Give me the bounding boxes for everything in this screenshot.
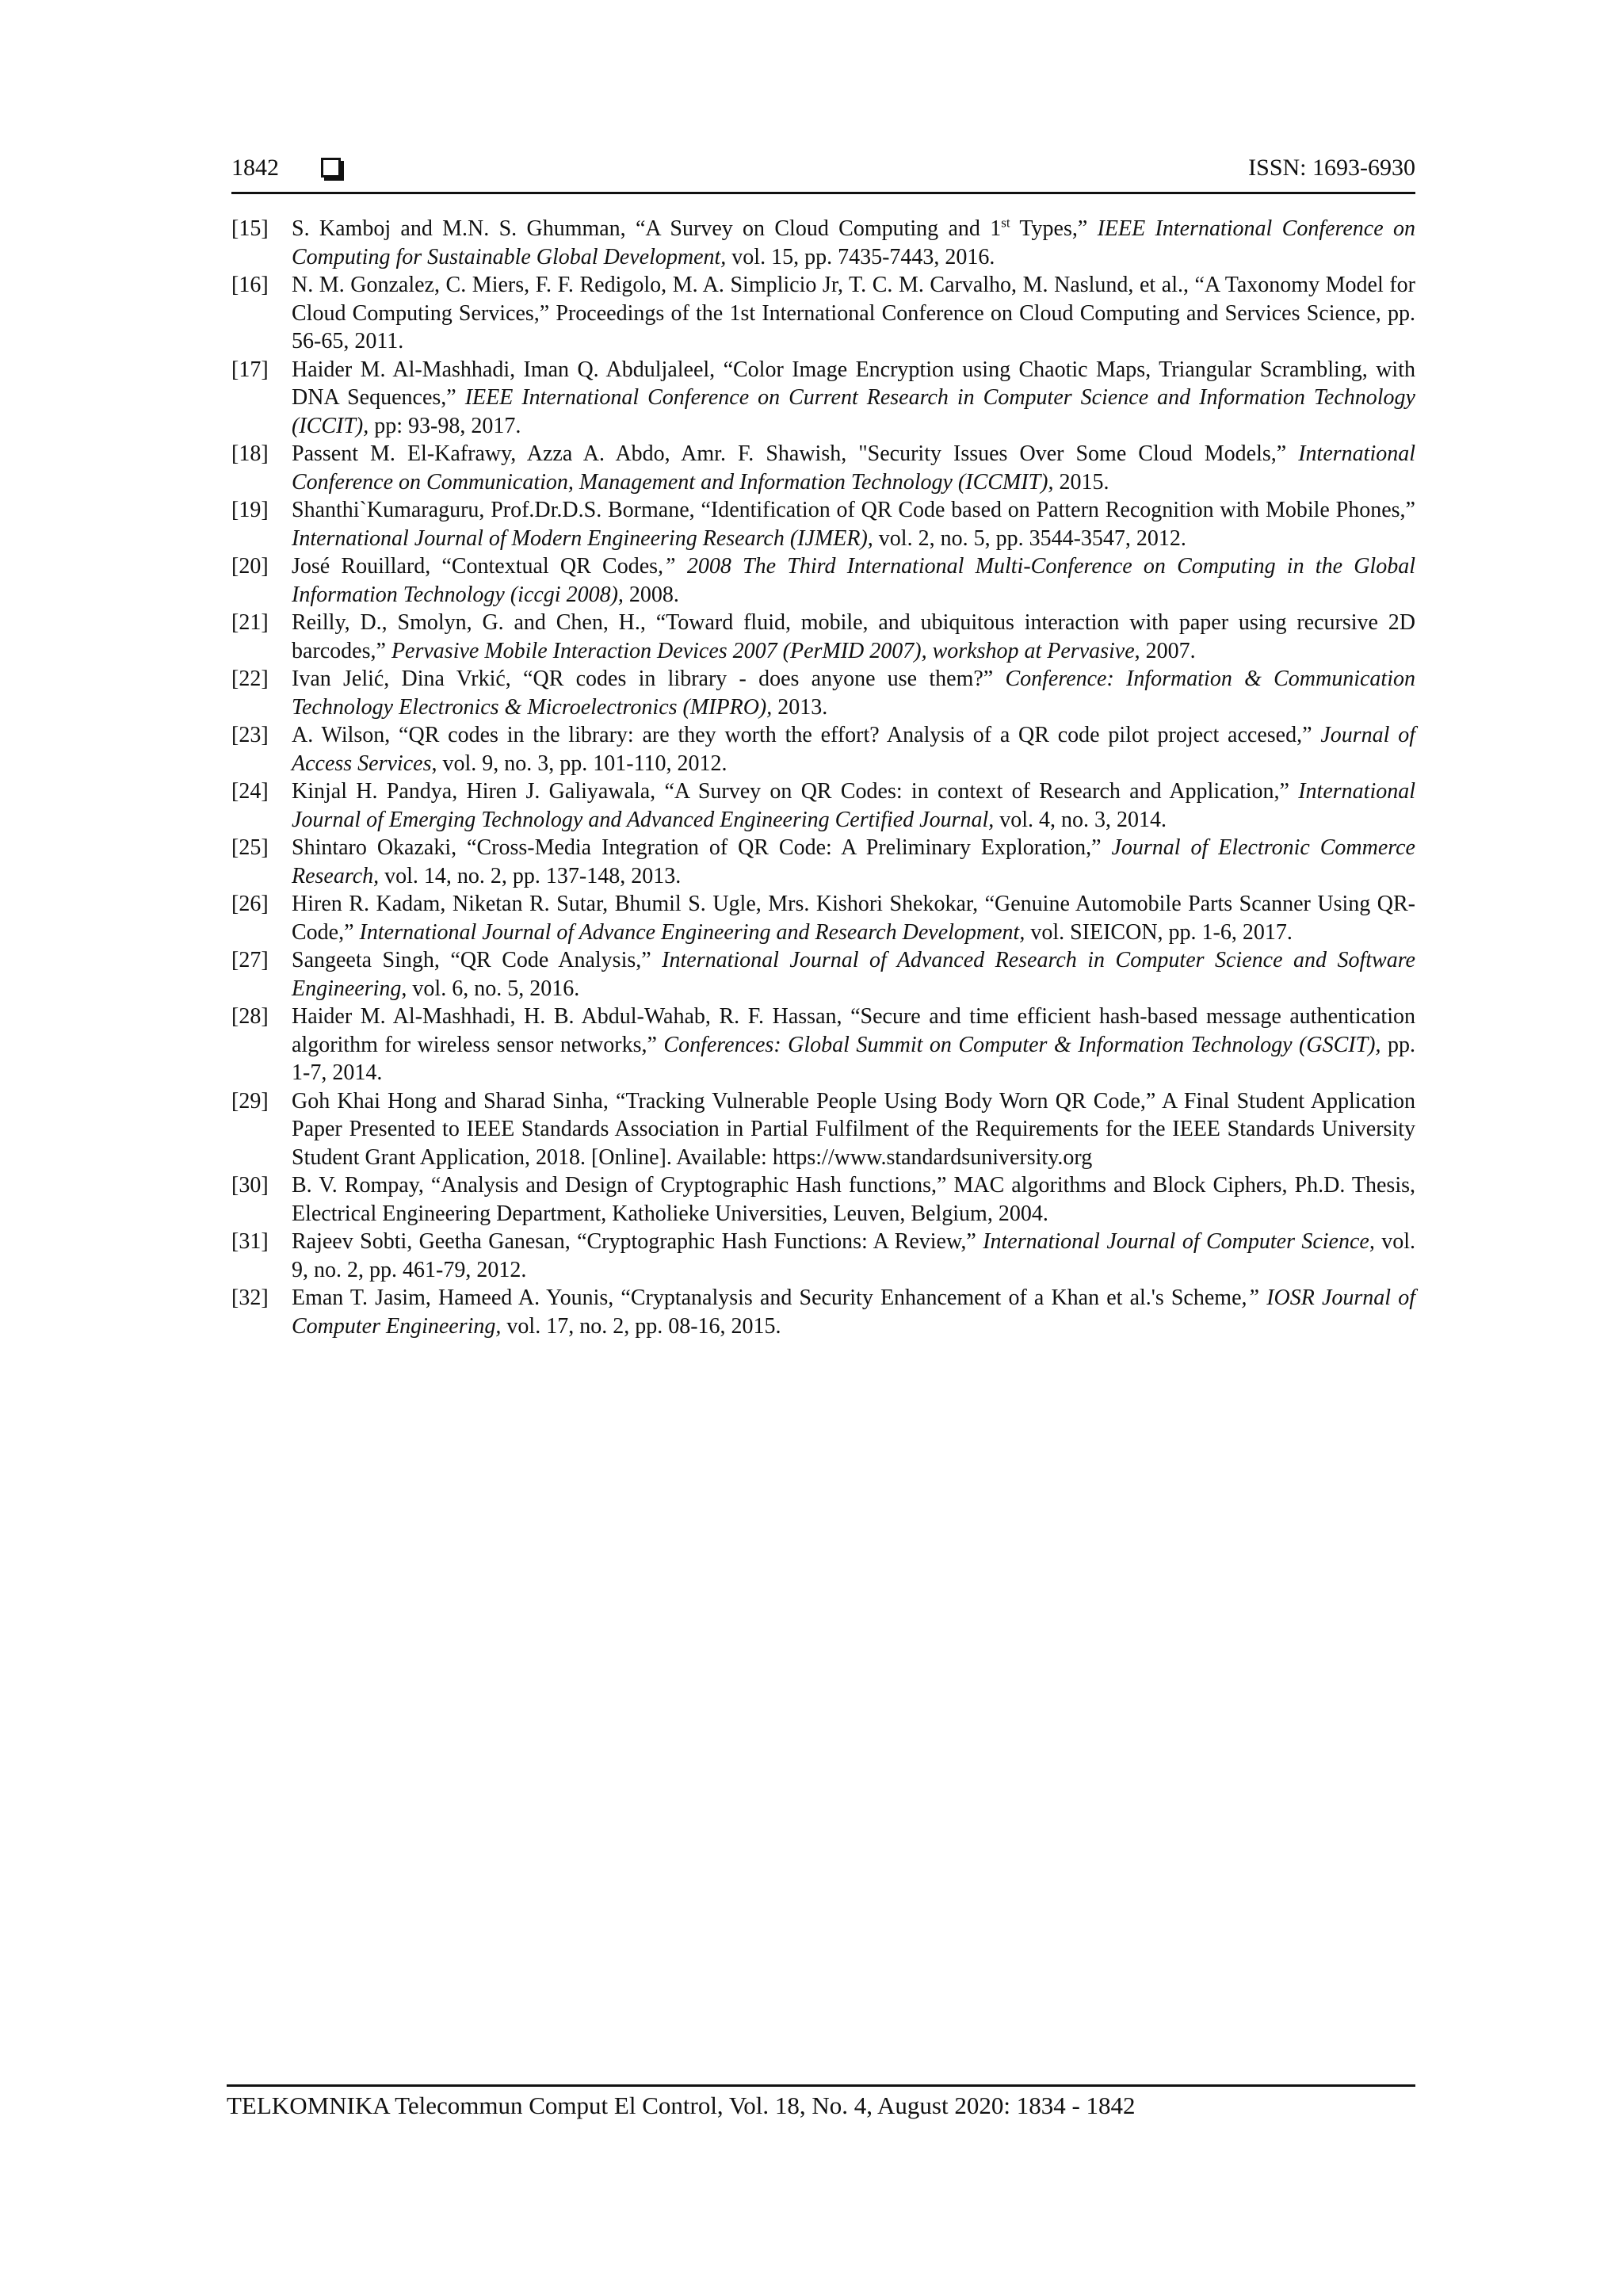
reference-number: [17] xyxy=(231,357,269,382)
page-number: 1842 xyxy=(231,155,279,181)
reference-number: [31] xyxy=(231,1229,269,1254)
reference-text: Goh Khai Hong and Sharad Sinha, “Tracking Vulnerable People Using Body Worn QR Code,” A Final Student Application Paper Presented to IEEE Standards Association in Partial Fulfilment of the Requirements for the IEEE Standards University Student Grant Application, 2018. [Online]. Available: https://www.standardsuniversity.org xyxy=(292,1088,1415,1170)
reference-text: Reilly, D., Smolyn, G. and Chen, H., “Toward fluid, mobile, and ubiquitous interaction with paper using recursive 2D barcodes,” Pervasive Mobile Interaction Devices 2007 (PerMID 2007), workshop at Pervasive, 2007. xyxy=(292,610,1415,663)
reference-item xyxy=(231,440,1415,496)
reference-item xyxy=(231,1003,1415,1087)
reference-item xyxy=(231,609,1415,665)
reference-item xyxy=(231,271,1415,356)
reference-text: A. Wilson, “QR codes in the library: are they worth the effort? Analysis of a QR code pilot project accesed,” Journal of Access Services, vol. 9, no. 3, pp. 101-110, 2012. xyxy=(292,723,1415,776)
reference-number: [28] xyxy=(231,1004,269,1029)
reference-number: [24] xyxy=(231,779,269,804)
reference-item xyxy=(231,721,1415,777)
reference-number: [16] xyxy=(231,273,269,297)
reference-text: Hiren R. Kadam, Niketan R. Sutar, Bhumil S. Ugle, Mrs. Kishori Shekokar, “Genuine Automobile Parts Scanner Using QR-Code,” International Journal of Advance Engineering and Research Development, vol. SIEICON, pp. 1-6, 2017. xyxy=(292,892,1415,945)
reference-number: [29] xyxy=(231,1088,269,1114)
reference-item xyxy=(231,356,1415,441)
reference-number: [22] xyxy=(231,667,269,691)
reference-item xyxy=(231,834,1415,890)
reference-item xyxy=(231,552,1415,609)
reference-number: [18] xyxy=(231,441,269,466)
reference-item xyxy=(231,496,1415,552)
reference-text: Ivan Jelić, Dina Vrkić, “QR codes in library - does anyone use them?” Conference: Information & Communication Technology Electronics & Microelectronics (MIPRO), 2013. xyxy=(292,667,1415,720)
reference-text: Eman T. Jasim, Hameed A. Younis, “Cryptanalysis and Security Enhancement of a Khan et al.'s Scheme,” IOSR Journal of Computer Engineering, vol. 17, no. 2, pp. 08-16, 2015. xyxy=(292,1286,1415,1339)
reference-text: Haider M. Al-Mashhadi, Iman Q. Abduljaleel, “Color Image Encryption using Chaotic Maps, Triangular Scrambling, with DNA Sequences,” IEEE International Conference on Current Research in Computer Science and Information Technology (ICCIT), pp: 93-98, 2017. xyxy=(292,357,1415,438)
reference-number: [23] xyxy=(231,723,269,747)
reference-item xyxy=(231,1171,1415,1228)
reference-text: S. Kamboj and M.N. S. Ghumman, “A Survey on Cloud Computing and 1st Types,” IEEE International Conference on Computing for Sustainable Global Development, vol. 15, pp. 7435-7443, 2016. xyxy=(292,215,1415,269)
reference-number: [20] xyxy=(231,554,269,579)
reference-text: B. V. Rompay, “Analysis and Design of Cryptographic Hash functions,” MAC algorithms and Block Ciphers, Ph.D. Thesis, Electrical Engineering Department, Katholieke Universities, Leuven, Belgium, 2004. xyxy=(292,1173,1415,1226)
reference-text: N. M. Gonzalez, C. Miers, F. F. Redigolo, M. A. Simplicio Jr, T. C. M. Carvalho, M. Naslund, et al., “A Taxonomy Model for Cloud Computing Services,” Proceedings of the 1st International Conference on Cloud Computing and Services Science, pp. 56-65, 2011. xyxy=(292,273,1415,353)
reference-text: Passent M. El-Kafrawy, Azza A. Abdo, Amr. F. Shawish, "Security Issues Over Some Cloud Models,” International Conference on Communication, Management and Information Technology (ICCMIT), 2015. xyxy=(292,441,1415,495)
reference-item xyxy=(231,665,1415,721)
reference-item xyxy=(231,1087,1415,1172)
reference-number: [15] xyxy=(231,216,269,241)
reference-item xyxy=(231,946,1415,1003)
reference-text: Shanthi`Kumaraguru, Prof.Dr.D.S. Bormane, “Identification of QR Code based on Pattern Recognition with Mobile Phones,” International Journal of Modern Engineering Research (IJMER), vol. 2, no. 5, pp. 3544-3547, 2012. xyxy=(292,498,1415,551)
reference-list xyxy=(231,215,1415,1340)
square-box-icon xyxy=(321,158,341,178)
reference-item xyxy=(231,777,1415,834)
reference-text: Sangeeta Singh, “QR Code Analysis,” International Journal of Advanced Research in Computer Science and Software Engineering, vol. 6, no. 5, 2016. xyxy=(292,948,1415,1001)
page-header xyxy=(231,152,1415,194)
reference-number: [30] xyxy=(231,1173,269,1198)
reference-item xyxy=(231,890,1415,946)
reference-number: [32] xyxy=(231,1286,269,1310)
reference-item xyxy=(231,1284,1415,1340)
page-footer xyxy=(227,2084,1415,2122)
reference-text: José Rouillard, “Contextual QR Codes,” 2008 The Third International Multi-Conference on Computing in the Global Information Technology (iccgi 2008), 2008. xyxy=(292,554,1415,607)
reference-text: Haider M. Al-Mashhadi, H. B. Abdul-Wahab, R. F. Hassan, “Secure and time efficient hash-based message authentication algorithm for wireless sensor networks,” Conferences: Global Summit on Computer & Information Technology (GSCIT), pp. 1-7, 2014. xyxy=(292,1004,1416,1085)
reference-item xyxy=(231,215,1415,271)
reference-number: [26] xyxy=(231,892,269,916)
reference-text: Shintaro Okazaki, “Cross-Media Integration of QR Code: A Preliminary Exploration,” Journal of Electronic Commerce Research, vol. 14, no. 2, pp. 137-148, 2013. xyxy=(292,835,1415,888)
reference-number: [19] xyxy=(231,498,269,522)
reference-text: Kinjal H. Pandya, Hiren J. Galiyawala, “A Survey on QR Codes: in context of Research and Application,” International Journal of Emerging Technology and Advanced Engineering Certified Journal, vol. 4, no. 3, 2014. xyxy=(292,779,1415,832)
reference-item xyxy=(231,1228,1415,1284)
reference-number: [25] xyxy=(231,835,269,860)
reference-text: Rajeev Sobti, Geetha Ganesan, “Cryptographic Hash Functions: A Review,” International Journal of Computer Science, vol. 9, no. 2, pp. 461-79, 2012. xyxy=(292,1229,1416,1282)
issn: ISSN: 1693-6930 xyxy=(1248,155,1415,181)
reference-number: [21] xyxy=(231,610,269,635)
reference-number: [27] xyxy=(231,948,269,972)
footer-citation: TELKOMNIKA Telecommun Comput El Control, Vol. 18, No. 4, August 2020: 1834 - 1842 xyxy=(227,2092,1136,2119)
